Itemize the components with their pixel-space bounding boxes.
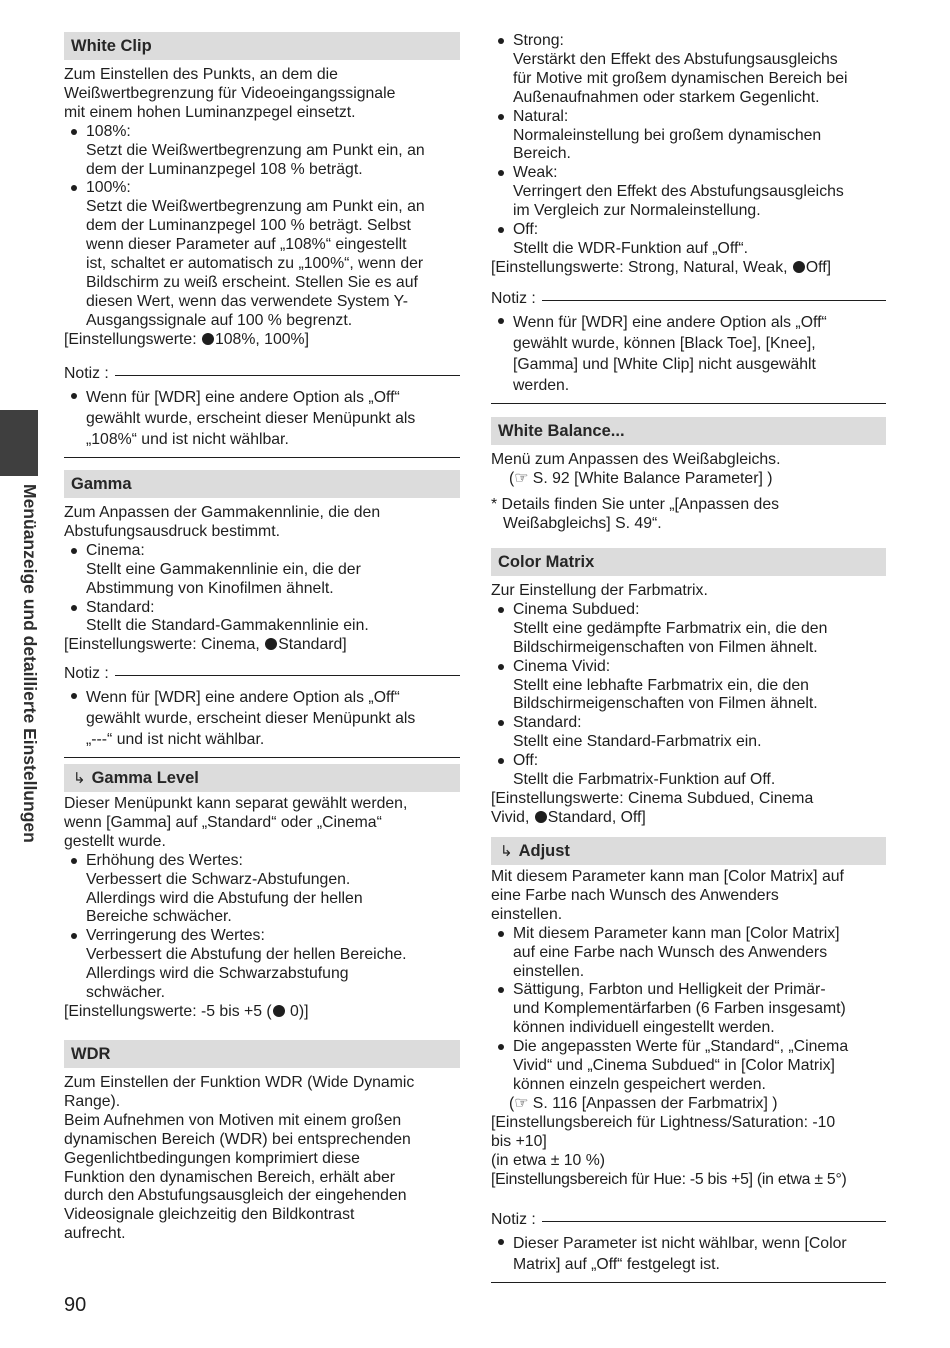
option-label: Standard:	[491, 714, 886, 733]
option-description: dem der Luminanzpegel 108 % beträgt.	[86, 160, 363, 178]
section-title: Adjust	[518, 842, 570, 860]
default-marker-icon	[535, 811, 547, 823]
note-divider	[115, 675, 460, 676]
range-text: (in etwa ± 10 %)	[491, 1151, 606, 1169]
section-heading: White Clip	[64, 32, 460, 60]
note-text: Dieser Parameter ist nicht wählbar, wenn [Color	[491, 1233, 886, 1254]
text-line: Gegenlichtbedingungen komprimiert diese	[64, 1149, 360, 1167]
values-text: 0)]	[285, 1002, 309, 1020]
text-line: Menü zum Anpassen des Weißabgleichs.	[491, 451, 781, 468]
setting-values	[491, 809, 886, 828]
text-line: Abstufungsausdruck bestimmt.	[64, 522, 280, 540]
note-label: Notiz :	[491, 290, 536, 307]
option-label: Verringerung des Wertes:	[64, 927, 460, 946]
text-line: Zur Einstellung der Farbmatrix.	[491, 582, 708, 599]
setting-values	[491, 259, 886, 278]
section-heading	[491, 837, 886, 865]
note-text: gewählt wurde, können [Black Toe], [Knee],	[513, 335, 816, 352]
sub-item-arrow-icon: ↳	[500, 843, 513, 860]
sub-item-arrow-icon: ↳	[73, 770, 86, 787]
section-title: Gamma Level	[91, 769, 199, 787]
note-wdr	[491, 289, 886, 404]
note-end-rule	[64, 757, 460, 758]
option-label: Off:	[491, 221, 886, 240]
section-adjust	[491, 837, 886, 1189]
section-body	[491, 868, 886, 1189]
range-text: [Einstellungsbereich für Lightness/Saturation: -10	[491, 1113, 836, 1131]
note-text: gewählt wurde, erscheint dieser Menüpunkt als	[86, 410, 416, 427]
chapter-tab-marker	[0, 410, 38, 476]
bullet-text: Vivid“ und „Cinema Subdued“ in [Color Matrix]	[513, 1057, 835, 1075]
option-description: Bildschirmeigenschaften von Filmen ähnelt.	[513, 695, 818, 713]
values-text: Standard, Off]	[547, 808, 646, 826]
text-line: Videosignale gleichzeitig den Bildkontrast	[64, 1206, 355, 1224]
page-number: 90	[64, 1294, 87, 1316]
section-heading: White Balance...	[491, 417, 886, 445]
option-description: Außenaufnahmen oder starkem Gegenlicht.	[513, 88, 820, 106]
section-heading: WDR	[64, 1040, 460, 1068]
option-description: Verstärkt den Effekt des Abstufungsausgleichs	[513, 50, 838, 68]
page-reference-link[interactable]: (☞ S. 92 [White Balance Parameter] )	[509, 469, 773, 487]
values-text: [Einstellungswerte: Strong, Natural, Weak,	[491, 258, 792, 276]
note-text: Wenn für [WDR] eine andere Option als „Off“	[64, 687, 460, 708]
option-description: wenn dieser Parameter auf „108%“ eingestellt	[86, 236, 407, 254]
option-description: Stellt eine lebhafte Farbmatrix ein, die den	[513, 676, 809, 694]
text-line: Range).	[64, 1092, 121, 1110]
option-label: Natural:	[491, 108, 886, 127]
option-description: Abstimmung von Kinofilmen ähnelt.	[86, 579, 334, 597]
bullet-text: können einzeln gespeichert werden.	[513, 1075, 766, 1093]
section-color-matrix	[491, 548, 886, 828]
note-end-rule	[491, 403, 886, 404]
option-description: ist, schaltet er automatisch zu „100%“, wenn der	[86, 255, 424, 273]
section-body	[64, 795, 460, 1022]
footnote-text: Weißabgleichs] S. 49“.	[503, 514, 662, 532]
option-description: Ausgangssignale auf 100 % begrenzt.	[86, 311, 353, 329]
values-text: 108%, 100%]	[214, 330, 309, 348]
default-marker-icon	[793, 261, 805, 273]
text-line: Dieser Menüpunkt kann separat gewählt werden,	[64, 795, 408, 812]
text-line: Mit diesem Parameter kann man [Color Matrix] auf	[491, 868, 844, 885]
option-description: Allerdings wird die Schwarzabstufung	[86, 965, 349, 983]
values-text: [Einstellungswerte: Cinema,	[64, 636, 265, 654]
option-description: Bereiche schwächer.	[86, 908, 232, 926]
option-description: Bereich.	[513, 145, 571, 163]
section-body	[64, 504, 460, 655]
section-white-balance	[491, 417, 886, 534]
default-marker-icon	[273, 1005, 285, 1017]
option-label: Cinema Vivid:	[491, 658, 886, 677]
text-line: durch den Abstufungsausgleich der eingehenden	[64, 1187, 407, 1205]
text-line: gestellt wurde.	[64, 832, 166, 850]
note-text: „108%“ und ist nicht wählbar.	[86, 431, 289, 448]
setting-values: [Einstellungswerte: Cinema Subdued, Cinema	[491, 789, 814, 807]
note-label: Notiz :	[491, 1211, 536, 1228]
note-adjust	[491, 1210, 886, 1283]
footnote-text: * Details finden Sie unter „[Anpassen des	[491, 495, 780, 513]
option-description: Stellt eine Gammakennlinie ein, die der	[86, 560, 361, 578]
bullet-text: Mit diesem Parameter kann man [Color Matrix]	[491, 925, 886, 944]
range-text: [Einstellungsbereich für Hue: -5 bis +5] (in etwa ± 5°)	[491, 1170, 847, 1188]
chapter-side-label	[16, 484, 40, 908]
option-description: Setzt die Weißwertbegrenzung am Punkt ein, an	[86, 198, 425, 216]
option-label: 100%:	[64, 179, 460, 198]
values-text: [Einstellungswerte:	[64, 330, 201, 348]
chapter-title: Menüanzeige und detaillierte Einstellungen	[20, 484, 40, 843]
note-label: Notiz :	[64, 665, 109, 682]
option-description: dem der Luminanzpegel 100 % beträgt. Selbst	[86, 217, 411, 235]
text-line: Zum Einstellen der Funktion WDR (Wide Dynamic	[64, 1074, 415, 1091]
option-description: Verbessert die Abstufung der hellen Bereiche.	[86, 946, 407, 964]
default-marker-icon	[202, 333, 214, 345]
bullet-text: einstellen.	[513, 962, 585, 980]
note-divider	[542, 1221, 886, 1222]
section-wdr	[64, 1040, 460, 1244]
range-text: bis +10]	[491, 1132, 547, 1150]
text-line: aufrecht.	[64, 1225, 126, 1243]
section-body	[491, 582, 886, 828]
option-label: 108%:	[64, 123, 460, 142]
setting-values	[64, 331, 460, 350]
note-text: Matrix] auf „Off“ festgelegt ist.	[513, 1256, 720, 1273]
section-heading: Gamma	[64, 470, 460, 498]
bullet-text: Sättigung, Farbton und Helligkeit der Primär-	[491, 981, 886, 1000]
text-line: Weißwertbegrenzung für Videoeingangssignale	[64, 84, 396, 102]
text-line: Funktion den dynamischen Bereich, erhält aber	[64, 1168, 396, 1186]
bullet-text: können individuell eingestellt werden.	[513, 1019, 775, 1037]
option-description: Stellt eine Standard-Farbmatrix ein.	[513, 733, 762, 751]
option-description: Bildschirmeigenschaften von Filmen ähnelt.	[513, 638, 818, 656]
bullet-text: und Komplementärfarben (6 Farben insgesamt)	[513, 1000, 846, 1018]
option-description: Verringert den Effekt des Abstufungsausgleichs	[513, 183, 844, 201]
values-text: Vivid,	[491, 808, 534, 826]
bullet-text: auf eine Farbe nach Wunsch des Anwenders	[513, 943, 828, 961]
note-divider	[542, 300, 886, 301]
option-description: Setzt die Weißwertbegrenzung am Punkt ein, an	[86, 141, 425, 159]
section-gamma	[64, 470, 460, 655]
text-line: Zum Anpassen der Gammakennlinie, die den	[64, 504, 381, 521]
setting-values	[64, 1003, 460, 1022]
text-line: wenn [Gamma] auf „Standard“ oder „Cinema“	[64, 813, 382, 831]
note-gamma	[64, 664, 460, 758]
option-label: Off:	[491, 752, 886, 771]
note-text: gewählt wurde, erscheint dieser Menüpunkt als	[86, 710, 416, 727]
option-label: Strong:	[491, 32, 886, 51]
section-heading: Color Matrix	[491, 548, 886, 576]
text-line: einstellen.	[491, 905, 563, 923]
option-description: im Vergleich zur Normaleinstellung.	[513, 202, 761, 220]
option-description: Normaleinstellung bei großem dynamischen	[513, 126, 822, 144]
note-label: Notiz :	[64, 365, 109, 382]
option-label: Erhöhung des Wertes:	[64, 852, 460, 871]
note-white-clip	[64, 364, 460, 458]
option-description: Bildschirm zu weiß erscheint. Stellen Sie es auf	[86, 273, 418, 291]
text-line: Zum Einstellen des Punkts, an dem die	[64, 66, 338, 83]
section-body	[64, 1074, 460, 1244]
option-description: für Motive mit großem dynamischen Bereich bei	[513, 69, 848, 87]
note-text: „---“ und ist nicht wählbar.	[86, 731, 265, 748]
section-body	[64, 66, 460, 350]
section-gamma-level	[64, 764, 460, 1022]
values-text: [Einstellungswerte: -5 bis +5 (	[64, 1002, 272, 1020]
section-body	[491, 451, 886, 534]
option-description: Allerdings wird die Abstufung der hellen	[86, 889, 363, 907]
note-end-rule	[64, 457, 460, 458]
section-white-clip	[64, 32, 460, 350]
note-text: Wenn für [WDR] eine andere Option als „Off“	[64, 387, 460, 408]
option-description: Stellt die WDR-Funktion auf „Off“.	[513, 239, 748, 257]
option-label: Cinema:	[64, 542, 460, 561]
bullet-text: Die angepassten Werte für „Standard“, „Cinema	[491, 1038, 886, 1057]
note-text: werden.	[513, 377, 570, 394]
values-text: Off]	[805, 258, 832, 276]
default-marker-icon	[265, 638, 277, 650]
values-text: Standard]	[278, 636, 347, 654]
page-reference-link[interactable]: (☞ S. 116 [Anpassen der Farbmatrix] )	[509, 1094, 778, 1112]
note-end-rule	[491, 1282, 886, 1283]
text-line: Beim Aufnehmen von Motiven mit einem großen	[64, 1111, 402, 1129]
section-heading	[64, 764, 460, 792]
note-divider	[115, 375, 460, 376]
note-text: [Gamma] und [White Clip] nicht ausgewählt	[513, 356, 816, 373]
text-line: dynamischen Bereich (WDR) bei entsprechenden	[64, 1130, 411, 1148]
option-description: diesen Wert, wenn das verwendete System Y-	[86, 292, 408, 310]
option-label: Cinema Subdued:	[491, 601, 886, 620]
option-label: Weak:	[491, 164, 886, 183]
option-description: Stellt die Farbmatrix-Funktion auf Off.	[513, 771, 776, 789]
option-description: Stellt die Standard-Gammakennlinie ein.	[86, 617, 369, 635]
text-line: mit einem hohen Luminanzpegel einsetzt.	[64, 103, 356, 121]
text-line: eine Farbe nach Wunsch des Anwenders	[491, 886, 779, 904]
option-description: schwächer.	[86, 984, 166, 1002]
section-body	[491, 32, 886, 278]
option-description: Verbessert die Schwarz-Abstufungen.	[86, 870, 351, 888]
section-wdr-options	[491, 32, 886, 278]
setting-values	[64, 636, 460, 655]
option-label: Standard:	[64, 599, 460, 618]
note-text: Wenn für [WDR] eine andere Option als „Off“	[491, 312, 886, 333]
option-description: Stellt eine gedämpfte Farbmatrix ein, die den	[513, 619, 828, 637]
